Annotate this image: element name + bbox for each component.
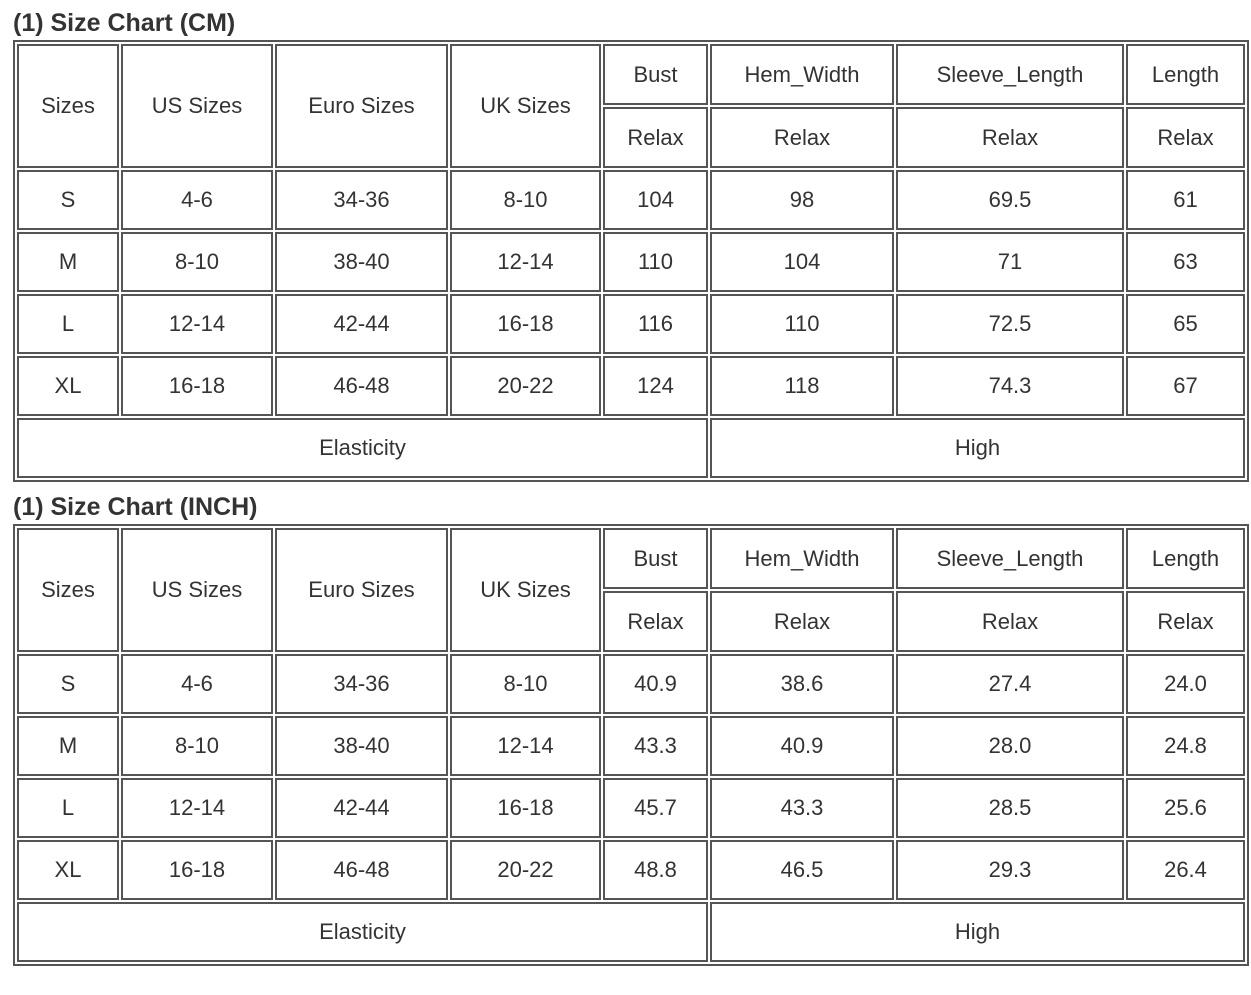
- footer-row: [17, 902, 1245, 962]
- subheader-sleeve-relax: Relax: [896, 591, 1124, 652]
- cell-sleeve-length: 29.3: [896, 840, 1124, 900]
- size-chart-inch-table: [13, 524, 1249, 966]
- table-row: [17, 170, 1245, 230]
- header-length: Length: [1126, 528, 1245, 589]
- subheader-bust-relax: Relax: [603, 107, 708, 168]
- header-length: Length: [1126, 44, 1245, 105]
- cell-euro-size: 42-44: [275, 294, 448, 354]
- table-row: [17, 778, 1245, 838]
- header-us-sizes: US Sizes: [121, 44, 273, 168]
- header-euro-sizes: Euro Sizes: [275, 528, 448, 652]
- cell-sleeve-length: 71: [896, 232, 1124, 292]
- cell-us-size: 8-10: [121, 232, 273, 292]
- cell-hem-width: 118: [710, 356, 894, 416]
- subheader-bust-relax: Relax: [603, 591, 708, 652]
- cell-length: 26.4: [1126, 840, 1245, 900]
- cell-us-size: 16-18: [121, 840, 273, 900]
- header-euro-sizes: Euro Sizes: [275, 44, 448, 168]
- header-sizes: Sizes: [17, 44, 119, 168]
- header-sleeve-length: Sleeve_Length: [896, 528, 1124, 589]
- elasticity-label: Elasticity: [17, 418, 708, 478]
- cell-euro-size: 38-40: [275, 232, 448, 292]
- header-us-sizes: US Sizes: [121, 528, 273, 652]
- header-uk-sizes: UK Sizes: [450, 528, 601, 652]
- header-bust: Bust: [603, 528, 708, 589]
- cell-length: 63: [1126, 232, 1245, 292]
- cell-bust: 40.9: [603, 654, 708, 714]
- cell-sleeve-length: 69.5: [896, 170, 1124, 230]
- cell-uk-size: 12-14: [450, 232, 601, 292]
- cell-size: L: [17, 778, 119, 838]
- cell-bust: 48.8: [603, 840, 708, 900]
- header-row: [17, 528, 1245, 589]
- cell-size: XL: [17, 840, 119, 900]
- cell-hem-width: 38.6: [710, 654, 894, 714]
- cell-length: 24.0: [1126, 654, 1245, 714]
- cell-sleeve-length: 28.5: [896, 778, 1124, 838]
- cell-us-size: 12-14: [121, 294, 273, 354]
- header-row: [17, 44, 1245, 105]
- cell-hem-width: 40.9: [710, 716, 894, 776]
- header-uk-sizes: UK Sizes: [450, 44, 601, 168]
- cell-uk-size: 20-22: [450, 356, 601, 416]
- subheader-hem-relax: Relax: [710, 591, 894, 652]
- cell-uk-size: 8-10: [450, 654, 601, 714]
- elasticity-label: Elasticity: [17, 902, 708, 962]
- cell-bust: 110: [603, 232, 708, 292]
- cell-sleeve-length: 27.4: [896, 654, 1124, 714]
- cell-bust: 104: [603, 170, 708, 230]
- subheader-sleeve-relax: Relax: [896, 107, 1124, 168]
- subheader-length-relax: Relax: [1126, 107, 1245, 168]
- table-row: [17, 232, 1245, 292]
- cell-length: 25.6: [1126, 778, 1245, 838]
- cell-euro-size: 42-44: [275, 778, 448, 838]
- subheader-hem-relax: Relax: [710, 107, 894, 168]
- cell-bust: 43.3: [603, 716, 708, 776]
- cell-bust: 124: [603, 356, 708, 416]
- header-hem-width: Hem_Width: [710, 528, 894, 589]
- cell-hem-width: 46.5: [710, 840, 894, 900]
- size-chart-cm-title: (1) Size Chart (CM): [13, 9, 236, 37]
- cell-size: S: [17, 654, 119, 714]
- cell-uk-size: 16-18: [450, 778, 601, 838]
- cell-length: 67: [1126, 356, 1245, 416]
- cell-uk-size: 20-22: [450, 840, 601, 900]
- size-chart-cm-table: [13, 40, 1249, 482]
- cell-euro-size: 46-48: [275, 356, 448, 416]
- header-sizes: Sizes: [17, 528, 119, 652]
- cell-size: M: [17, 716, 119, 776]
- cell-uk-size: 12-14: [450, 716, 601, 776]
- cell-sleeve-length: 72.5: [896, 294, 1124, 354]
- cell-us-size: 4-6: [121, 654, 273, 714]
- cell-us-size: 12-14: [121, 778, 273, 838]
- cell-sleeve-length: 28.0: [896, 716, 1124, 776]
- cell-euro-size: 46-48: [275, 840, 448, 900]
- cell-us-size: 16-18: [121, 356, 273, 416]
- footer-row: [17, 418, 1245, 478]
- cell-uk-size: 8-10: [450, 170, 601, 230]
- table-row: [17, 840, 1245, 900]
- elasticity-value: High: [710, 418, 1245, 478]
- cell-hem-width: 110: [710, 294, 894, 354]
- table-row: [17, 294, 1245, 354]
- cell-bust: 45.7: [603, 778, 708, 838]
- cell-size: M: [17, 232, 119, 292]
- cell-euro-size: 38-40: [275, 716, 448, 776]
- cell-euro-size: 34-36: [275, 170, 448, 230]
- header-bust: Bust: [603, 44, 708, 105]
- cell-length: 65: [1126, 294, 1245, 354]
- cell-sleeve-length: 74.3: [896, 356, 1124, 416]
- table-row: [17, 654, 1245, 714]
- cell-size: L: [17, 294, 119, 354]
- cell-size: S: [17, 170, 119, 230]
- cell-us-size: 4-6: [121, 170, 273, 230]
- size-chart-inch-title: (1) Size Chart (INCH): [13, 493, 258, 521]
- table-row: [17, 716, 1245, 776]
- subheader-length-relax: Relax: [1126, 591, 1245, 652]
- elasticity-value: High: [710, 902, 1245, 962]
- cell-length: 24.8: [1126, 716, 1245, 776]
- cell-hem-width: 98: [710, 170, 894, 230]
- cell-bust: 116: [603, 294, 708, 354]
- cell-size: XL: [17, 356, 119, 416]
- cell-euro-size: 34-36: [275, 654, 448, 714]
- cell-length: 61: [1126, 170, 1245, 230]
- header-sleeve-length: Sleeve_Length: [896, 44, 1124, 105]
- header-hem-width: Hem_Width: [710, 44, 894, 105]
- cell-uk-size: 16-18: [450, 294, 601, 354]
- cell-us-size: 8-10: [121, 716, 273, 776]
- cell-hem-width: 43.3: [710, 778, 894, 838]
- table-row: [17, 356, 1245, 416]
- cell-hem-width: 104: [710, 232, 894, 292]
